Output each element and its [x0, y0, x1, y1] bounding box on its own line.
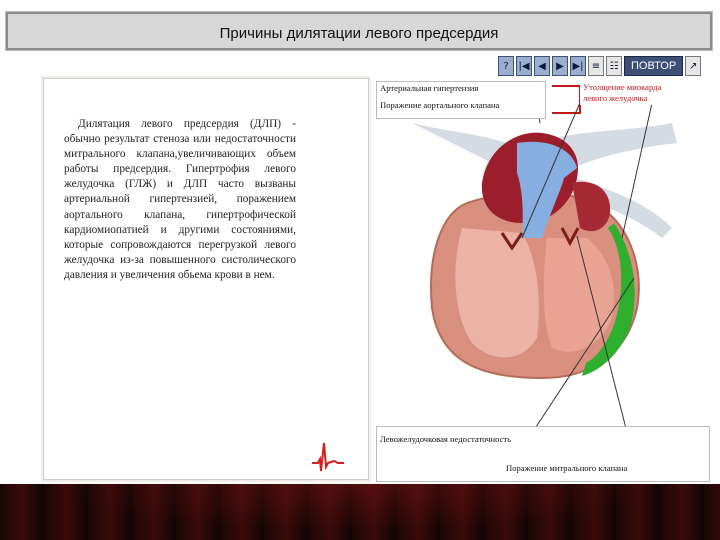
navigation-toolbar: [498, 54, 701, 78]
notes-icon[interactable]: ≡: [588, 56, 604, 76]
title-bar: [6, 12, 712, 50]
stage-curtain-decoration: [0, 484, 720, 540]
label-aortic-valve-lesion: Поражение аортального клапана: [380, 100, 500, 110]
label-box-consequences: [376, 426, 710, 482]
label-box-myocardium: [580, 81, 710, 105]
label-myocardial-thickening: Утолщение миокарда: [583, 82, 662, 92]
label-lv-failure: Левожелудочковая недостаточность: [380, 434, 512, 444]
label-left-ventricle: левого желудочка: [583, 93, 648, 103]
description-text: Дилятация левого предсердия (ДЛП) - обычно результат стеноза или недостаточности митрального клапана,увеличивающих объем работы предсердия. Гипертрофия левого желудочка (ГЛЖ) и ДЛП часто вызваны артериальной гипертензией, поражением аортального клапана, гипертрофической кардиомиопатией и другими состояниями, которые сопровождаются перегрузкой левого желудочка из-за повышенного систолического давления и увеличения обьема крови в нем.: [64, 118, 296, 281]
label-mitral-valve-lesion: Поражение митрального клапана: [506, 463, 628, 473]
last-icon[interactable]: ▶|: [570, 56, 586, 76]
glossary-icon[interactable]: ☷: [606, 56, 622, 76]
first-icon[interactable]: |◀: [516, 56, 532, 76]
page-title: Причины дилятации левого предсердия: [219, 25, 499, 42]
heart-diagram: [372, 78, 710, 482]
label-box-causes: [376, 81, 546, 119]
next-icon[interactable]: ▶: [552, 56, 568, 76]
label-arterial-hypertension: Артериальная гипертензия: [380, 83, 479, 93]
ecg-icon: [312, 441, 344, 473]
prev-icon[interactable]: ◀: [534, 56, 550, 76]
exit-icon[interactable]: ↗: [685, 56, 701, 76]
repeat-button[interactable]: ПОВТОР: [624, 56, 683, 76]
text-panel: [43, 78, 369, 480]
heart-illustration: [372, 78, 710, 482]
help-icon[interactable]: ?: [498, 56, 514, 76]
